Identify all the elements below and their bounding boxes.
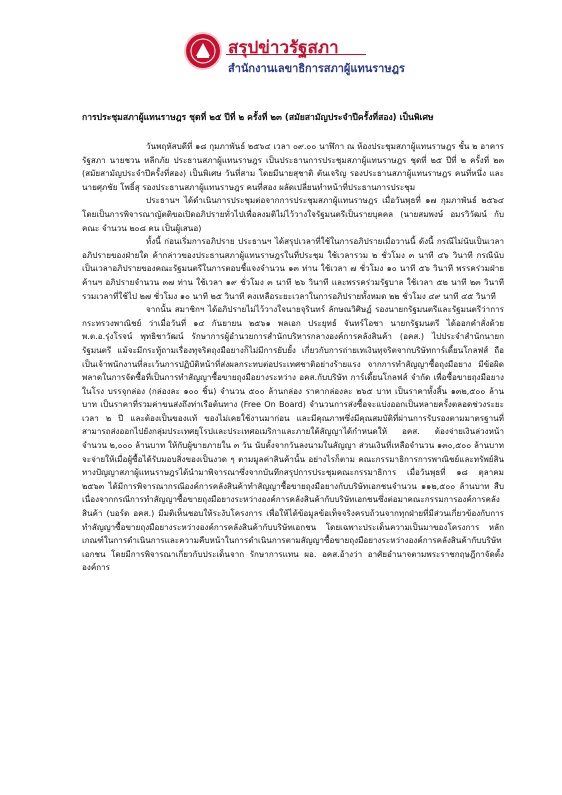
header-subtitle: สำนักงานเลขาธิการสภาผู้แทนราษฎร <box>228 63 405 75</box>
paragraph: วันพฤหัสบดีที่ ๑๘ กุมภาพันธ์ ๒๕๖๔ เวลา ๐๙.๐๐ นาฬิกา ณ ห้องประชุมสภาผู้แทนราษฎร ชั้น ๒ อาคารรัฐสภา นายชวน หลีกภัย ประธานสภาผู้แทนราษฎร เป็นประธานการประชุมสภาผู้แทนราษฎร ชุดที่ ๒๕ ปีที่ ๒ ครั้งที่ ๒๓ (สมัยสามัญประจำปีครั้งที่สอง) เป็นพิเศษ วันที่สาม โดยมีนายสุชาติ ตันเจริญ รองประธานสภาผู้แทนราษฎร คนที่หนึ่ง และนายศุภชัย โพธิ์สุ รองประธานสภาผู้แทนราษฎร คนที่สอง ผลัดเปลี่ยนทำหน้าที่ประธานการประชุม <box>82 141 504 192</box>
page-header <box>0 0 562 96</box>
document-body <box>82 140 504 575</box>
paragraph: ประธานฯ ได้ดำเนินการประชุมต่อจากการประชุมสภาผู้แทนราษฎร เมื่อวันพุธที่ ๑๗ กุมภาพันธ์ ๒๕๖๔ โดยเป็นการพิจารณาญัตติขอเปิดอภิปรายทั่วไปเพื่อลงมติไม่ไว้วางใจรัฐมนตรีเป็นรายบุคคล (นายสมพงษ์ อมรวิวัฒน์ กับคณะ จำนวน ๒๐๘ คน เป็นผู้เสนอ) <box>82 195 504 233</box>
document-title: การประชุมสภาผู้แทนราษฎร ชุดที่ ๒๕ ปีที่ ๒ ครั้งที่ ๒๓ (สมัยสามัญประจำปีครั้งที่สอง) เป็นพิเศษ <box>82 113 434 123</box>
paragraph: ทั้งนี้ ก่อนเริ่มการอภิปราย ประธานฯ ได้สรุปเวลาที่ใช้ในการอภิปรายเมื่อวานนี้ ดังนี้ กรณีไม่นับเป็นเวลาอภิปรายของฝ่ายใด ค้ากล่าวของประธานสภาผู้แทนราษฎรในที่ประชุม ใช้เวลารวม ๒ ชั่วโมง ๓ นาที ๔๖ วินาที กรณีนับเป็นเวลาอภิปรายของคณะรัฐมนตรีในการตอบชี้แจงจำนวน ๑๓ ท่าน ใช้เวลา ๗ ชั่วโมง ๑๐ นาที ๕๖ วินาที พรรคร่วมฝ่ายค้านฯ อภิปรายจำนวน ๓๗ ท่าน ใช้เวลา ๑๙ ชั่วโมง ๓ นาที ๒๖ วินาที และพรรคร่วมรัฐบาล ใช้เวลา ๕๒ นาที ๒๓ วินาที รวมเวลาที่ใช้ไป ๒๗ ชั่วโมง ๑๐ นาที ๒๕ วินาที คงเหลือระยะเวลาในการอภิปรายทั้งหมด ๒๒ ชั่วโมง ๔๙ นาที ๔๕ วินาที <box>82 236 504 301</box>
header-title: สรุปข่าวรัฐสภา <box>228 38 339 57</box>
parliament-emblem-icon <box>186 34 220 68</box>
header-divider <box>226 54 366 55</box>
paragraph: จากนั้น สมาชิกฯ ได้อภิปรายไม่ไว้วางใจนายจุรินทร์ ลักษณวิศิษฏ์ รองนายกรัฐมนตรีและรัฐมนตรีว่าการกระทรวงพาณิชย์ ว่าเมื่อวันที่ ๑๔ กันยายน ๒๕๖๑ พลเอก ประยุทธ์ จันทร์โอชา นายกรัฐมนตรี ได้ออกคำสั่งด้วย พ.ต.อ.รุ่งโรจน์ พุทธิชาวัฒน์ รักษาการผู้อำนวยการสำนักบริหารกลางองค์การคลังสินค้า (อคส.) ไปประจำสำนักนายกรัฐมนตรี แม้จะมีกระทู้ถามเรื่องทุจริตถุงมือยางก็ไม่มีการยับยั้ง เกี่ยวกับการถ่ายเทเงินทุจริตจากบริษัทการ์เดี้ยนโกลฟส์ ถือเป็นเจ้าพนักงานที่ละเว้นการปฏิบัติหน้าที่ส่งผลกระทบต่อประเทศชาติอย่างร้ายแรง จากการทำสัญญาซื้อถุงมือยาง มีข้อผิดพลาดในการจัดซื้อที่เป็นการทำสัญญาซื้อขายถุงมือยางระหว่าง อคส.กับบริษัท การ์เดี้ยนโกลฟส์ จำกัด เพื่อซื้อขายถุงมือยางในโรง บรรจุกล่อง (กล่องละ ๑๐๐ ชิ้น) จำนวน ๕๐๐ ล้านกล่อง ราคากล่องละ ๒๖๕ บาท เป็นราคาทั้งสิ้น ๑๓๒,๕๐๐ ล้านบาท เป็นราคาที่รวมค่าขนส่งถึงท่าเรือต้นทาง (Free On Board) จำนวนการส่งซื้อจะแบ่งออกเป็นหลายครั้งตลอดช่วงระยะเวลา ๒ ปี และต้องเป็นของแท้ ของไม่เคยใช้งานมาก่อน และมีคุณภาพซึ่งมีคุณสมบัติที่ผ่านการรับรองตามมาตรฐานที่สามารถส่งออกไปยังกลุ่มประเทศยุโรปและประเทศอเมริกาและภายใต้สัญญาได้กำหนดให้ อคส. ต้องจ่ายเงินล่วงหน้า จำนวน ๒,๐๐๐ ล้านบาท ให้กับผู้ขายภายใน ๓ วัน นับตั้งจากวันลงนามในสัญญา ส่วนเงินที่เหลือจำนวน ๑๓๐,๕๐๐ ล้านบาท จะจ่ายให้เมื่อผู้ซื้อได้รับมอบสิ่งของเป็นงวด ๆ ตามมูลค่าสินค้านั้น อย่างไรก็ตาม คณะกรรมาธิการการพาณิชย์และทรัพย์สินทางปัญญาสภาผู้แทนราษฎรได้นำมาพิจารณาซึ่งจากบันทึกสรุปการประชุมคณะกรรมาธิการ เมื่อวันพุธที่ ๑๘ ตุลาคม ๒๕๖๓ ได้มีการพิจารณากรณีองค์การคลังสินค้าทำสัญญาซื้อขายถุงมือยางกับบริษัทเอกชนจำนวน ๑๑๒,๕๐๐ ล้านบาท สืบเนื่องจากกรณีการทำสัญญาซื้อขายถุงมือยางระหว่างองค์การคลังสินค้ากับบริษัทเอกชนซึ่งต่อมาคณะกรรมการองค์การคลังสินค้า (บอร์ด อคส.) มีมติเห็นชอบให้ระงับโครงการ เพื่อให้ได้ข้อมูลข้อเท็จจริงครบถ้วนจากทุกฝ่ายที่มีส่วนเกี่ยวข้องกับการทำสัญญาซื้อขายถุงมือยางระหว่างองค์การคลังสินค้ากับบริษัทเอกชน โดยเฉพาะประเด็นความเป็นมาของโครงการ หลักเกณฑ์ในการดำเนินการและความคืบหน้าในการดำเนินการตามสัญญาซื้อขายถุงมือยางระหว่างองค์การคลังสินค้ากับบริษัทเอกชน โดยมีการพิจารณาเกี่ยวกับประเด็นจาก รักษาการแทน ผอ. อคส.อ้างว่า อาศัยอำนาจตามพระราชกฤษฎีกาจัดตั้งองค์การ <box>82 304 504 573</box>
